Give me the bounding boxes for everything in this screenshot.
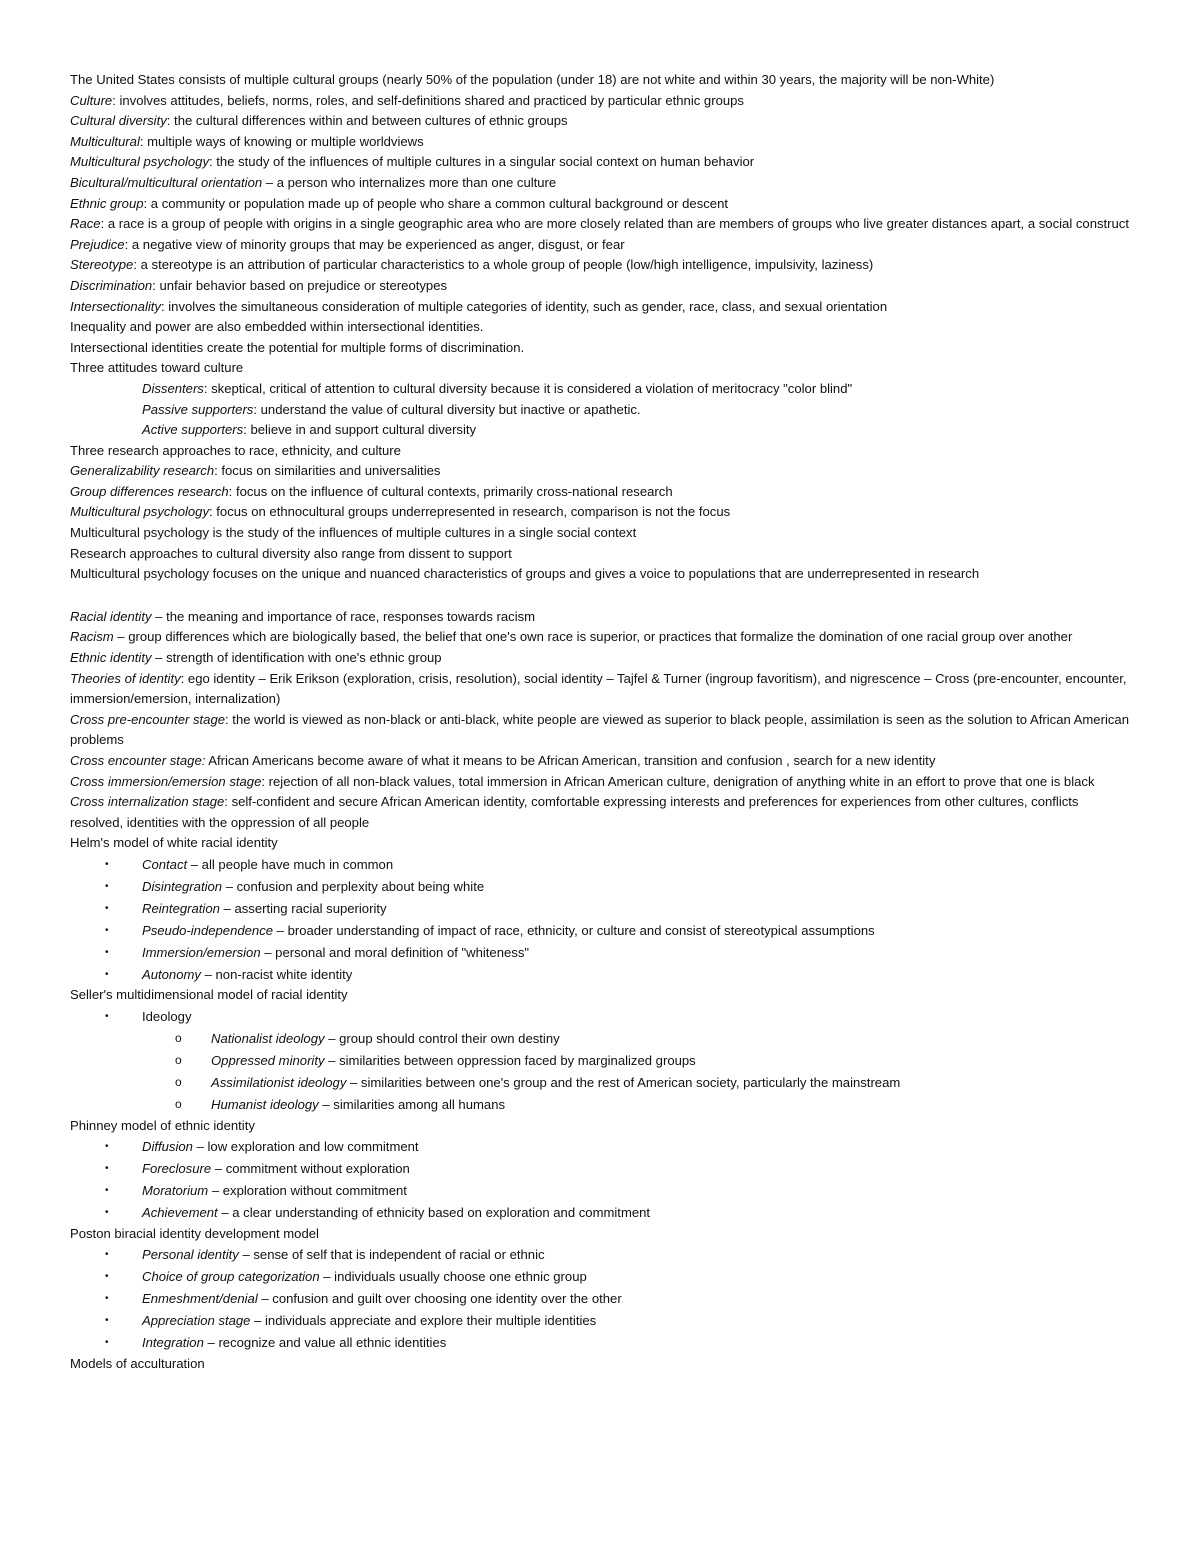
definition-ethnic-group: Ethnic group: a community or population made up of people who share a common cultural background or descent — [70, 195, 728, 211]
bullet-icon: • — [105, 1184, 109, 1196]
definition-racial-identity: Racial identity – the meaning and importance of race, responses towards racism — [70, 608, 536, 624]
research-section — [70, 441, 1135, 585]
bullet-icon: • — [105, 1206, 109, 1218]
definition-ethnic-identity: Ethnic identity – strength of identification with one's ethnic group — [70, 650, 442, 666]
attitude-item: Active supporters: believe in and support cultural diversity — [142, 422, 477, 438]
research-item: Group differences research: focus on the influence of cultural contexts, primarily cross-national research — [70, 483, 673, 499]
document-page — [70, 70, 1135, 1374]
list-item: • Appreciation stage – individuals appreciate and explore their multiple identities — [70, 1310, 1135, 1332]
cross-stage: Cross encounter stage: African Americans become aware of what it means to be African American, transition and confusion , search for a new identity — [70, 753, 936, 768]
sub-list-item: o Oppressed minority – similarities between oppression faced by marginalized groups — [70, 1050, 1135, 1072]
helms-model — [70, 833, 1135, 985]
phinney-model — [70, 1116, 1135, 1224]
attitude-item: Passive supporters: understand the value of cultural diversity but inactive or apathetic. — [142, 401, 641, 417]
list-item: • Integration – recognize and value all ethnic identities — [70, 1332, 1135, 1354]
bullet-icon: • — [105, 1011, 109, 1022]
helms-heading: Helm's model of white racial identity — [70, 835, 278, 851]
bullet-icon: • — [105, 968, 109, 980]
definition-multicultural-psychology: Multicultural psychology: the study of the influences of multiple cultures in a singular social context on human behavior — [70, 154, 755, 170]
list-item: • Personal identity – sense of self that is independent of racial or ethnic — [70, 1244, 1135, 1266]
paragraph: Multicultural psychology focuses on the unique and nuanced characteristics of groups and gives a voice to populations that are underrepresented in research — [70, 566, 980, 582]
attitudes-list — [70, 379, 1135, 441]
definition-culture: Culture: involves attitudes, beliefs, norms, roles, and self-definitions shared and practiced by particular ethnic groups — [70, 92, 744, 108]
bullet-icon: • — [105, 880, 109, 892]
list-item: • Disintegration – confusion and perplexity about being white — [70, 876, 1135, 898]
definition-cultural-diversity: Cultural diversity: the cultural differences within and between cultures of ethnic groups — [70, 113, 568, 129]
circle-bullet-icon: o — [175, 1030, 182, 1045]
bullet-icon: • — [105, 1315, 109, 1327]
sub-list-item: o Humanist ideology – similarities among all humans — [70, 1094, 1135, 1116]
bullet-icon: • — [105, 1336, 109, 1348]
sellers-model — [70, 985, 1135, 1115]
bullet-icon: • — [105, 902, 109, 914]
intro-section — [70, 70, 1135, 379]
list-item: • Contact – all people have much in common — [70, 854, 1135, 876]
definition-prejudice: Prejudice: a negative view of minority groups that may be experienced as anger, disgust, or fear — [70, 236, 625, 252]
definition-bicultural: Bicultural/multicultural orientation – a person who internalizes more than one culture — [70, 174, 557, 190]
paragraph: Intersectional identities create the potential for multiple forms of discrimination. — [70, 339, 525, 355]
list-item: • Foreclosure – commitment without exploration — [70, 1158, 1135, 1180]
bullet-icon: • — [105, 858, 109, 870]
list-item: • Pseudo-independence – broader understanding of impact of race, ethnicity, or culture and consist of stereotypical assumptions — [70, 920, 1135, 942]
sub-list-item: o Assimilationist ideology – similarities between one's group and the rest of American society, particularly the mainstream — [70, 1072, 1135, 1094]
list-item: • Moratorium – exploration without commitment — [70, 1180, 1135, 1202]
paragraph: The United States consists of multiple cultural groups (nearly 50% of the population (under 18) are not white and within 30 years, the majority will be non-White) — [70, 72, 995, 87]
bullet-icon: • — [105, 1293, 109, 1305]
acculturation-heading: Models of acculturation — [70, 1355, 205, 1371]
attitudes-heading: Three attitudes toward culture — [70, 360, 244, 376]
bullet-icon: • — [105, 1141, 109, 1153]
definition-race: Race: a race is a group of people with origins in a single geographic area who are more closely related than are members of groups who live greater distances apart, a social construct — [70, 216, 1129, 232]
research-item: Generalizability research: focus on similarities and universalities — [70, 463, 441, 479]
list-item: • Reintegration – asserting racial superiority — [70, 898, 1135, 920]
bullet-icon: • — [105, 1163, 109, 1175]
list-item: • Diffusion – low exploration and low commitment — [70, 1136, 1135, 1158]
bullet-icon: • — [105, 1271, 109, 1283]
identity-section — [70, 607, 1135, 834]
definition-discrimination: Discrimination: unfair behavior based on prejudice or stereotypes — [70, 277, 448, 293]
theories-of-identity: Theories of identity: ego identity – Erik Erikson (exploration, crisis, resolution), social identity – Tajfel & Turner (ingroup favoritism), and nigrescence – Cross (pre-encounter, encounter, immersion/emersion, internalization) — [70, 670, 1127, 707]
cross-stage: Cross internalization stage: self-confident and secure African American identity, comfortable expressing interests and preferences for experiences from other cultures, conflicts resolved, identities with the oppression of all people — [70, 794, 1079, 830]
circle-bullet-icon: o — [175, 1074, 182, 1089]
list-item: • Ideology — [70, 1006, 1135, 1028]
definition-stereotype: Stereotype: a stereotype is an attribution of particular characteristics to a whole group of people (low/high intelligence, impulsivity, laziness) — [70, 257, 874, 273]
cross-stage: Cross pre-encounter stage: the world is viewed as non-black or anti-black, white people are viewed as superior to black people, assimilation is seen as the solution to African American problems — [70, 711, 1129, 748]
paragraph: Multicultural psychology is the study of the influences of multiple cultures in a single social context — [70, 525, 637, 541]
research-item: Multicultural psychology: focus on ethnocultural groups underrepresented in research, comparison is not the focus — [70, 504, 731, 520]
research-heading: Three research approaches to race, ethnicity, and culture — [70, 442, 401, 458]
poston-heading: Poston biracial identity development model — [70, 1225, 319, 1241]
paragraph: Inequality and power are also embedded within intersectional identities. — [70, 319, 484, 335]
circle-bullet-icon: o — [175, 1052, 182, 1067]
sub-list-item: o Nationalist ideology – group should control their own destiny — [70, 1028, 1135, 1050]
list-item: • Immersion/emersion – personal and moral definition of "whiteness" — [70, 942, 1135, 964]
list-item: • Achievement – a clear understanding of ethnicity based on exploration and commitment — [70, 1202, 1135, 1224]
bullet-icon: • — [105, 924, 109, 936]
list-item: • Autonomy – non-racist white identity — [70, 964, 1135, 986]
list-item: • Choice of group categorization – individuals usually choose one ethnic group — [70, 1266, 1135, 1288]
poston-model — [70, 1224, 1135, 1354]
sellers-heading: Seller's multidimensional model of racial identity — [70, 987, 348, 1003]
paragraph: Research approaches to cultural diversity also range from dissent to support — [70, 545, 512, 561]
phinney-heading: Phinney model of ethnic identity — [70, 1117, 255, 1133]
list-item: • Enmeshment/denial – confusion and guilt over choosing one identity over the other — [70, 1288, 1135, 1310]
cross-stage: Cross immersion/emersion stage: rejection of all non-black values, total immersion in African American culture, denigration of anything white in an effort to prove that one is black — [70, 773, 1095, 789]
circle-bullet-icon: o — [175, 1096, 182, 1111]
definition-intersectionality: Intersectionality: involves the simultaneous consideration of multiple categories of identity, such as gender, race, class, and sexual orientation — [70, 298, 888, 314]
bullet-icon: • — [105, 1249, 109, 1261]
attitude-item: Dissenters: skeptical, critical of attention to cultural diversity because it is considered a violation of meritocracy "color blind" — [142, 380, 853, 396]
definition-racism: Racism – group differences which are biologically based, the belief that one's own race is superior, or practices that formalize the domination of one racial group over another — [70, 629, 1073, 645]
bullet-icon: • — [105, 946, 109, 958]
definition-multicultural: Multicultural: multiple ways of knowing or multiple worldviews — [70, 133, 424, 149]
